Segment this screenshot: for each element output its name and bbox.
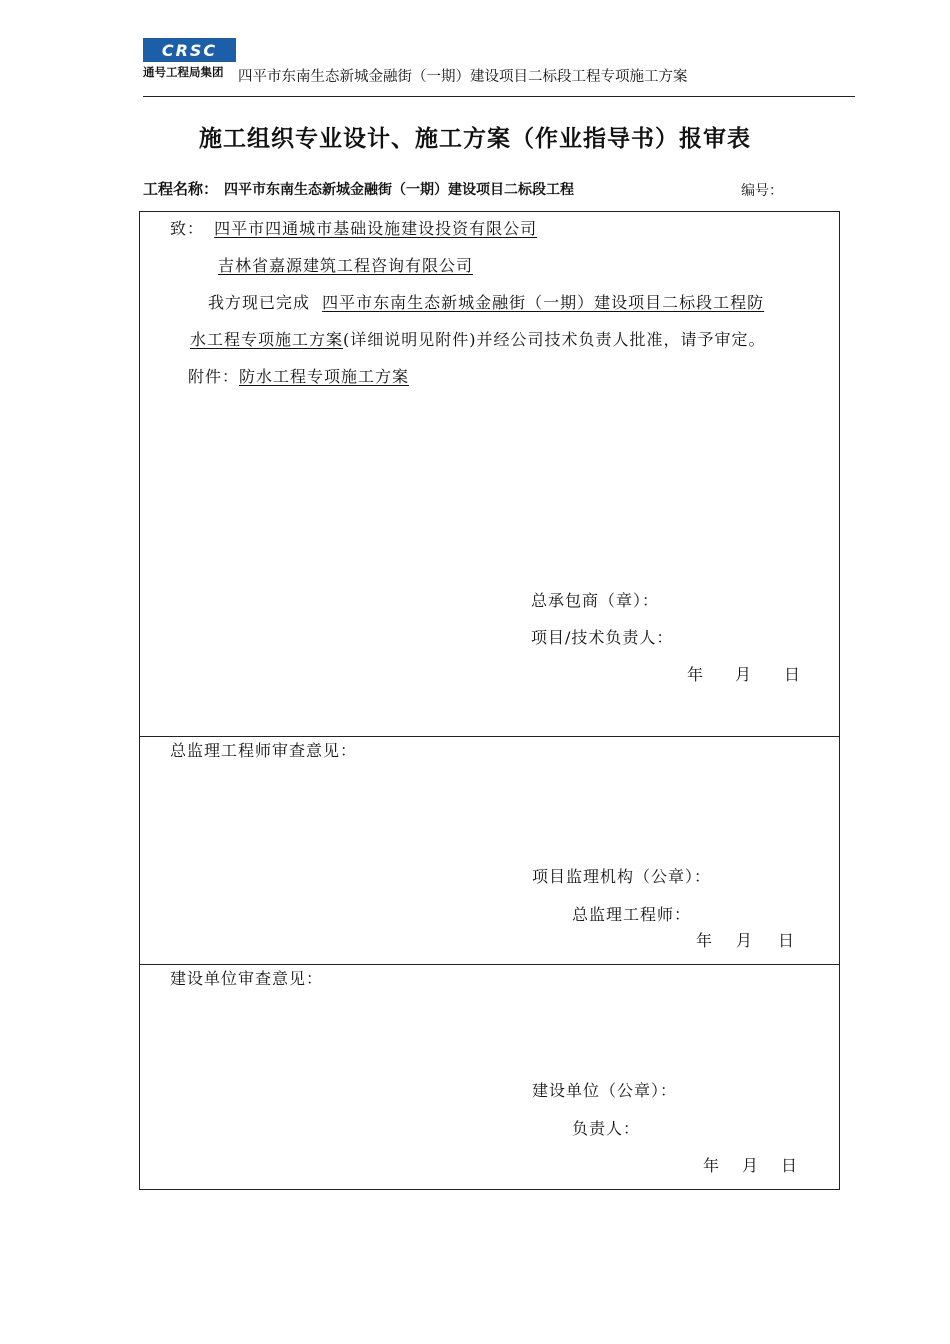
date-month: 月 xyxy=(736,931,754,950)
plan-name-part-2: 水工程专项施工方案 xyxy=(190,330,344,349)
date-day: 日 xyxy=(781,1156,799,1175)
attachment-line xyxy=(188,364,409,387)
submission-paragraph-line-2 xyxy=(190,327,766,350)
recipient-line-1 xyxy=(170,216,537,239)
project-label: 工程名称： xyxy=(143,180,219,198)
company-logo xyxy=(143,38,236,78)
date-day: 日 xyxy=(778,931,796,950)
document-title: 施工组织专业设计、施工方案（作业指导书）报审表 xyxy=(199,125,751,152)
owner-unit-seal-label: 建设单位（公章）： xyxy=(532,1081,678,1100)
project-name-line xyxy=(143,178,574,199)
supervision-org-seal-label: 项目监理机构（公章）： xyxy=(532,867,712,886)
contractor-seal-label: 总承包商（章）： xyxy=(531,591,660,610)
date-year: 年 xyxy=(687,665,705,684)
submission-paragraph-line-1 xyxy=(208,290,764,313)
logo-text: CRSC xyxy=(161,40,218,60)
plan-name-part-1: 四平市东南生态新城金融街（一期）建设项目二标段工程防 xyxy=(322,293,765,312)
supervisor-review-title: 总监理工程师审查意见： xyxy=(170,741,358,760)
responsible-person-label: 负责人： xyxy=(572,1119,641,1138)
date-day: 日 xyxy=(784,665,802,684)
para-prefix: 我方现已完成 xyxy=(208,293,311,312)
attachment-value: 防水工程专项施工方案 xyxy=(239,367,410,386)
attachment-label: 附件： xyxy=(188,367,240,386)
para-suffix: (详细说明见附件)并经公司技术负责人批准，请予审定。 xyxy=(343,330,766,349)
date-year: 年 xyxy=(703,1156,721,1175)
crsc-logo-mark xyxy=(143,38,236,62)
serial-number-label: 编号： xyxy=(741,183,783,199)
supervisor-review-section xyxy=(140,736,839,965)
header-divider xyxy=(143,96,855,97)
date-month: 月 xyxy=(742,1156,760,1175)
logo-company-name: 通号工程局集团 xyxy=(143,65,224,79)
header-title: 四平市东南生态新城金融街（一期）建设项目二标段工程专项施工方案 xyxy=(238,69,688,85)
recipient-2: 吉林省嘉源建筑工程咨询有限公司 xyxy=(218,256,474,275)
recipient-1: 四平市四通城市基础设施建设投资有限公司 xyxy=(214,219,538,238)
date-month: 月 xyxy=(735,665,753,684)
date-year: 年 xyxy=(696,931,714,950)
project-name-value: 四平市东南生态新城金融街（一期）建设项目二标段工程 xyxy=(224,182,575,198)
owner-review-section xyxy=(140,964,839,1190)
project-manager-label: 项目/技术负责人： xyxy=(531,628,674,647)
chief-supervisor-label: 总监理工程师： xyxy=(572,905,692,924)
to-label: 致： xyxy=(170,219,205,238)
owner-review-title: 建设单位审查意见： xyxy=(170,969,324,988)
approval-form-table xyxy=(139,211,840,1190)
submission-section xyxy=(140,212,839,737)
